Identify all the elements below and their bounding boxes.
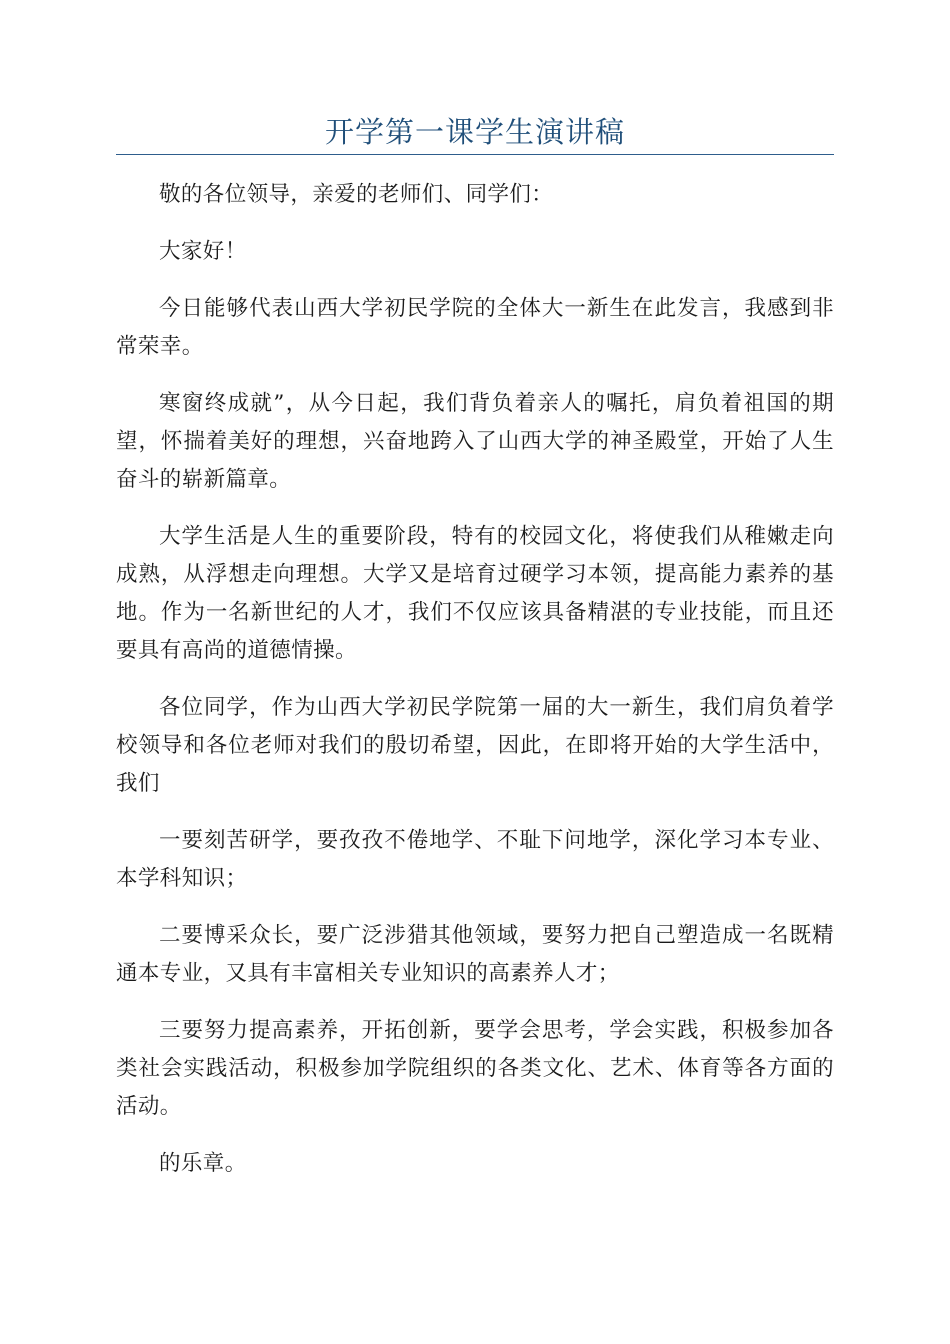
paragraph-closing: 的乐章。 xyxy=(159,1151,247,1176)
title-underline xyxy=(116,154,834,155)
document-body xyxy=(116,176,834,1202)
paragraph: 一要刻苦研学，要孜孜不倦地学、不耻下问地学，深化学习本专业、本学科知识； xyxy=(116,828,834,891)
document-title: 开学第一课学生演讲稿 xyxy=(324,115,625,149)
paragraph: 大学生活是人生的重要阶段，特有的校园文化，将使我们从稚嫩走向成熟，从浮想走向理想。大学又是培育过硬学习本领，提高能力素养的基地。作为一名新世纪的人才，我们不仅应该具备精湛的专业技能，而且还要具有高尚的道德情操。 xyxy=(116,524,834,663)
paragraph: 三要努力提高素养，开拓创新，要学会思考，学会实践，积极参加各类社会实践活动，积极参加学院组织的各类文化、艺术、体育等各方面的活动。 xyxy=(116,1018,834,1119)
paragraph: 各位同学，作为山西大学初民学院第一届的大一新生，我们肩负着学校领导和各位老师对我们的殷切希望，因此，在即将开始的大学生活中，我们 xyxy=(116,695,834,796)
paragraph: 二要博采众长，要广泛涉猎其他领域，要努力把自己塑造成一名既精通本专业，又具有丰富相关专业知识的高素养人才； xyxy=(116,923,834,986)
paragraph-salutation: 敬的各位领导，亲爱的老师们、同学们： xyxy=(159,182,554,207)
paragraph-greeting: 大家好！ xyxy=(159,239,247,264)
paragraph: 今日能够代表山西大学初民学院的全体大一新生在此发言，我感到非常荣幸。 xyxy=(116,296,834,359)
paragraph: 寒窗终成就”，从今日起，我们背负着亲人的嘱托，肩负着祖国的期望，怀揣着美好的理想，兴奋地跨入了山西大学的神圣殿堂，开始了人生奋斗的崭新篇章。 xyxy=(116,391,834,492)
